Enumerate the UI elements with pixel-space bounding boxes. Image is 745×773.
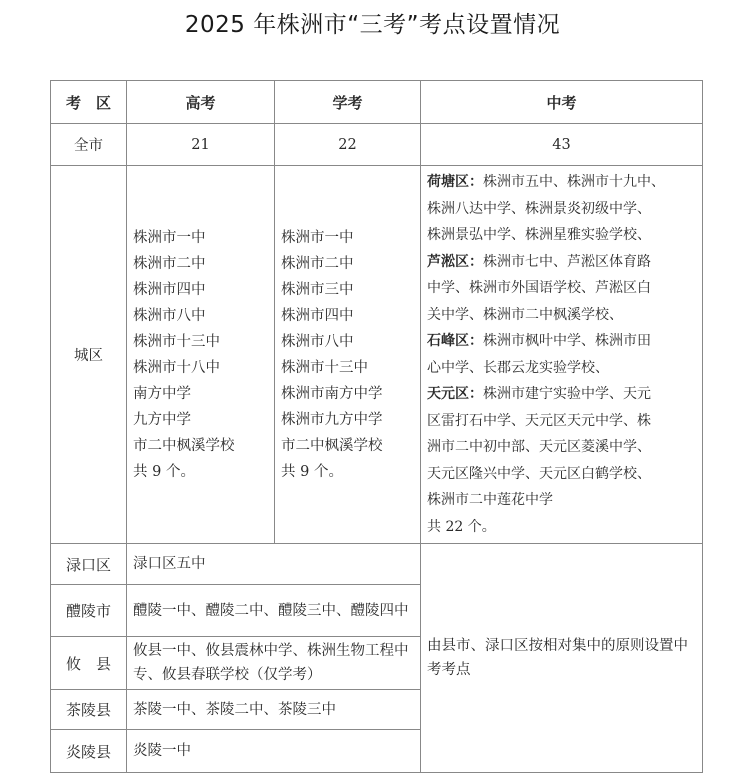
total-row [51,124,703,166]
list-item: 共 9 个。 [281,463,343,480]
list-item: 株洲市二中莲花中学 [427,492,553,508]
list-item: 关中学、株洲市二中枫溪学校、 [427,306,623,323]
city-xuekao-list [275,166,421,544]
list-item: 株洲市二中 [133,255,206,272]
list-item: 共 22 个。 [427,518,496,535]
list-item: 株洲市八中 [133,307,206,324]
list-item: 株洲市十三中 [133,333,220,350]
list-item: 株洲市枫叶中学、株洲市田 [483,333,651,349]
list-item: 株洲市九方中学 [281,411,383,428]
list-item: 株洲景弘中学、株洲星雅实验学校、 [427,227,651,243]
county-sites: 醴陵一中、醴陵二中、醴陵三中、醴陵四中 [127,585,421,637]
list-item: 株洲市十八中 [133,359,220,376]
list-item: 中学、株洲市外国语学校、芦淞区白 [427,280,651,296]
total-gaokao: 21 [127,124,275,166]
table-row [51,544,703,585]
header-gaokao: 高考 [127,81,275,124]
county-sites: 炎陵一中 [127,730,421,773]
list-item: 株洲市十三中 [281,359,368,376]
list-item: 株洲市南方中学 [281,385,383,402]
header-row [51,81,703,124]
city-row [51,166,703,544]
list-item: 株洲市建宁实验中学、天元 [483,386,651,402]
list-item: 九方中学 [133,411,191,428]
total-label: 全市 [51,124,127,166]
list-item: 市二中枫溪学校 [281,437,383,454]
county-name: 醴陵市 [51,585,127,637]
city-zhongkao-list [421,166,703,544]
district-label-hetang: 荷塘区： [427,174,483,190]
list-item: 洲市二中初中部、天元区菱溪中学、 [427,439,651,455]
list-item: 株洲市二中 [281,255,354,272]
district-label-lusong: 芦淞区： [427,253,483,270]
list-item: 株洲八达中学、株洲景炎初级中学、 [427,200,651,217]
list-item: 株洲市七中、芦淞区体育路 [483,253,651,270]
county-zhongkao-note: 由县市、渌口区按相对集中的原则设置中考考点 [421,544,703,773]
list-item: 共 9 个。 [133,463,195,480]
total-zhongkao: 43 [421,124,703,166]
list-item: 心中学、长郡云龙实验学校、 [427,359,609,376]
header-area: 考 区 [51,81,127,124]
list-item: 区雷打石中学、天元区天元中学、株 [427,412,651,429]
header-zhongkao: 中考 [421,81,703,124]
city-gaokao-list [127,166,275,544]
page-title: 2025 年株洲市“三考”考点设置情况 [184,12,561,38]
list-item: 株洲市四中 [133,281,206,298]
county-name: 茶陵县 [51,690,127,730]
list-item: 天元区隆兴中学、天元区白鹤学校、 [427,465,651,482]
list-item: 株洲市三中 [281,281,354,298]
list-item: 株洲市八中 [281,333,354,350]
county-name: 炎陵县 [51,730,127,773]
list-item: 株洲市五中、株洲市十九中、 [483,174,665,190]
list-item: 市二中枫溪学校 [133,437,235,454]
county-sites: 茶陵一中、茶陵二中、茶陵三中 [127,690,421,730]
list-item: 株洲市四中 [281,307,354,324]
district-label-shifeng: 石峰区： [427,333,483,349]
city-label: 城区 [51,166,127,544]
list-item: 株洲市一中 [133,229,206,246]
header-xuekao: 学考 [275,81,421,124]
county-name: 攸 县 [51,637,127,690]
total-xuekao: 22 [275,124,421,166]
list-item: 株洲市一中 [281,229,354,246]
county-name: 渌口区 [51,544,127,585]
district-label-tianyuan: 天元区： [427,386,483,402]
exam-sites-table [50,80,703,773]
county-sites: 攸县一中、攸县震林中学、株洲生物工程中专、攸县春联学校（仅学考） [127,637,421,690]
county-sites: 渌口区五中 [127,544,421,585]
list-item: 南方中学 [133,385,191,402]
